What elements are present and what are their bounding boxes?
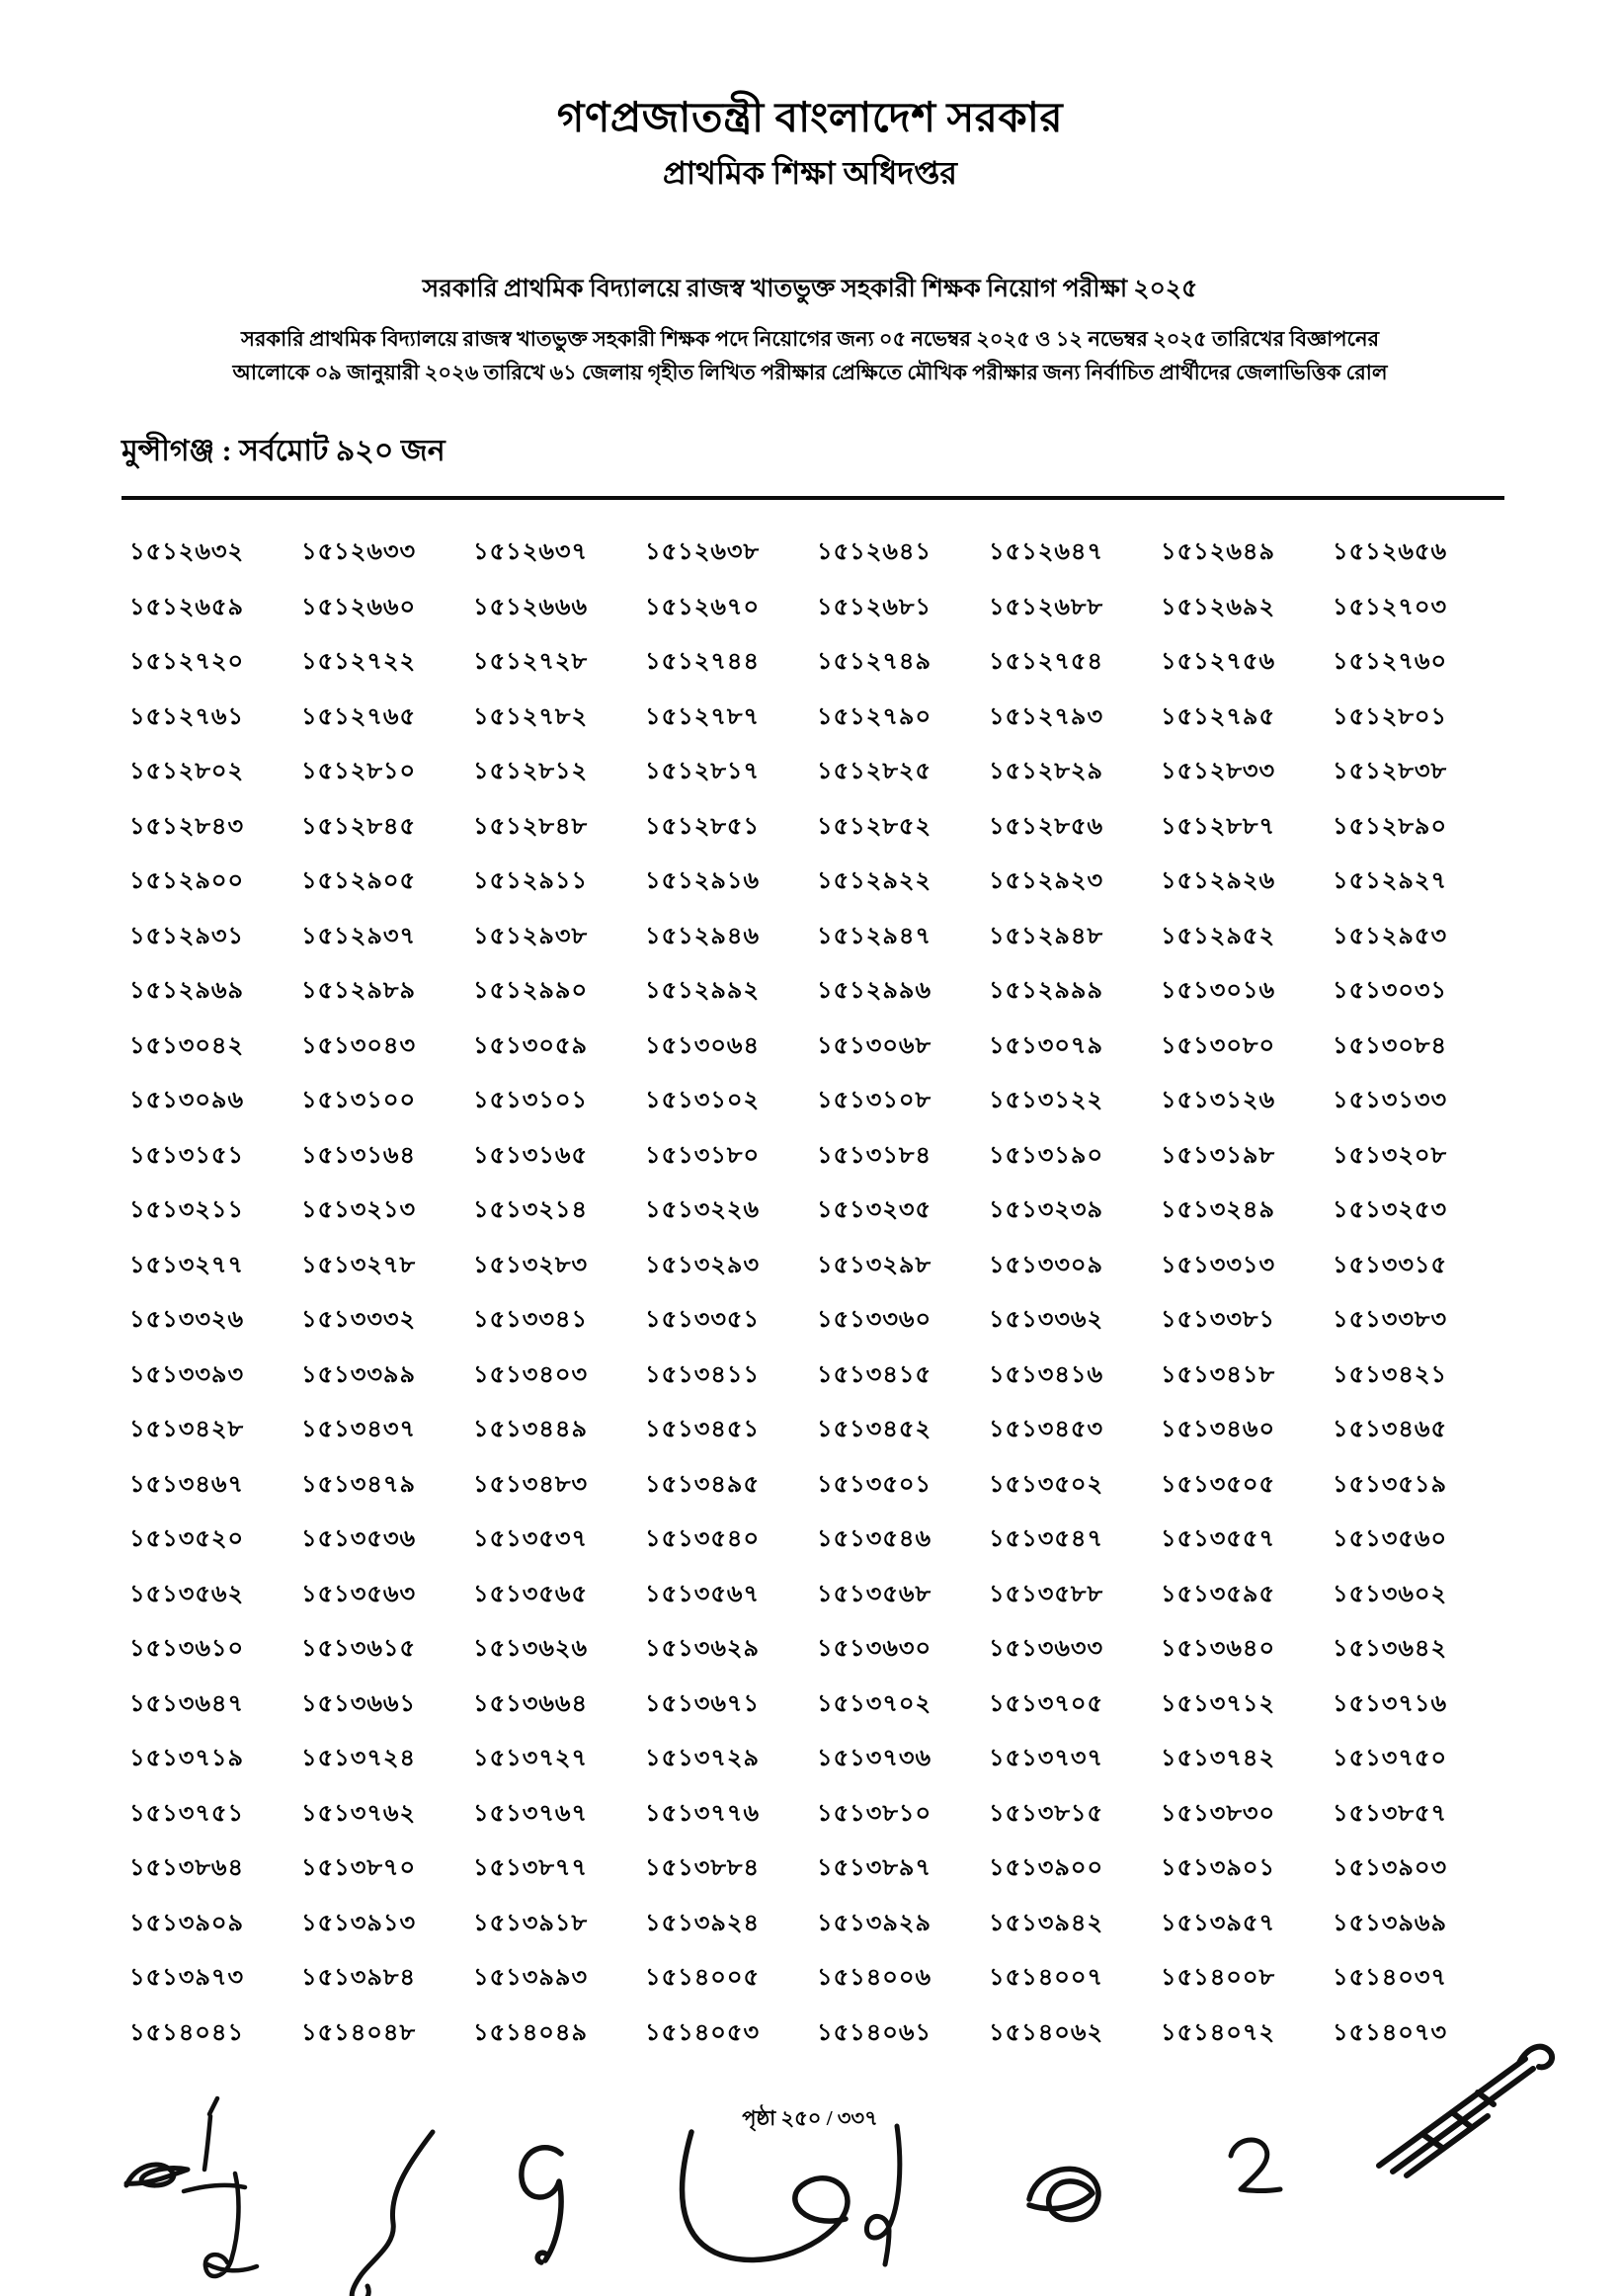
roll-number: ১৫১৩৮৮৪ xyxy=(645,1855,761,1881)
roll-number: ১৫১২৯৪৮ xyxy=(989,923,1104,949)
roll-number: ১৫১৩১০২ xyxy=(645,1088,761,1113)
roll-number: ১৫১৩৭৭৬ xyxy=(645,1800,761,1827)
roll-number: ১৫১২৮২৫ xyxy=(817,759,932,784)
roll-number: ১৫১৩৭১৯ xyxy=(129,1746,245,1771)
roll-number: ১৫১২৭৬১ xyxy=(129,703,245,730)
roll-number: ১৫১২৯২২ xyxy=(817,868,932,894)
roll-number: ১৫১৩৪৫২ xyxy=(817,1417,932,1442)
roll-number: ১৫১৪০৪৮ xyxy=(301,2019,417,2046)
roll-number: ১৫১২৮০১ xyxy=(1333,703,1448,730)
roll-number: ১৫১৩৪১৮ xyxy=(1161,1361,1276,1388)
roll-number: ১৫১৩৭২৪ xyxy=(301,1746,417,1771)
roll-number: ১৫১২৮৫২ xyxy=(817,813,932,840)
roll-number: ১৫১২৯৩১ xyxy=(129,923,245,949)
roll-number: ১৫১৪০৩৭ xyxy=(1333,1965,1448,1991)
signature-scribble-5 xyxy=(683,2132,848,2260)
roll-number: ১৫১৩১৯৮ xyxy=(1161,1142,1276,1169)
roll-number: ১৫১৩৯০০ xyxy=(989,1855,1104,1881)
roll-number: ১৫১২৯৫২ xyxy=(1161,923,1276,949)
roll-number: ১৫১৩৪১৬ xyxy=(989,1361,1104,1388)
signature-scribble-8 xyxy=(1231,2140,1280,2191)
roll-number: ১৫১২৮৩৩ xyxy=(1161,759,1276,784)
roll-number: ১৫১২৭২২ xyxy=(301,649,417,675)
roll-number: ১৫১২৮৪৮ xyxy=(473,813,589,840)
roll-number: ১৫১৩৭০৫ xyxy=(989,1690,1104,1717)
roll-number: ১৫১৩৭৫১ xyxy=(129,1800,245,1827)
roll-number: ১৫১৩৩১৩ xyxy=(1161,1252,1276,1278)
roll-number: ১৫১২৬৬৬ xyxy=(473,594,589,620)
roll-number: ১৫১৩৬২৯ xyxy=(645,1636,761,1662)
roll-number: ১৫১২৮৫৬ xyxy=(989,813,1104,840)
roll-number: ১৫১৩৬৬৪ xyxy=(473,1690,589,1717)
roll-number: ১৫১২৯৯৬ xyxy=(817,978,932,1004)
signature-scribble-6 xyxy=(866,2126,899,2264)
roll-number: ১৫১৩৩৯৯ xyxy=(301,1361,417,1388)
roll-number: ১৫১৩৫০১ xyxy=(817,1471,932,1498)
roll-number: ১৫১২৯১১ xyxy=(473,868,589,894)
roll-number: ১৫১৩৬৪০ xyxy=(1161,1636,1276,1662)
roll-number: ১৫১৪০৪১ xyxy=(129,2019,245,2046)
roll-number: ১৫১৩৬১০ xyxy=(129,1636,245,1662)
roll-number: ১৫১৩৪৪৯ xyxy=(473,1417,589,1442)
roll-number: ১৫১২৮৫১ xyxy=(645,813,761,840)
roll-number: ১৫১৩২৪৯ xyxy=(1161,1197,1276,1223)
roll-number: ১৫১৩৯৬৯ xyxy=(1333,1910,1448,1936)
roll-number: ১৫১২৯২৭ xyxy=(1333,868,1448,894)
roll-number: ১৫১৩৭৩৭ xyxy=(989,1746,1104,1771)
roll-number: ১৫১৩৯০৯ xyxy=(129,1910,245,1936)
roll-number: ১৫১৩৪১১ xyxy=(645,1361,761,1388)
roll-number: ১৫১৩৯৫৭ xyxy=(1161,1910,1276,1936)
roll-number: ১৫১৩৫৪৬ xyxy=(817,1526,932,1552)
roll-number: ১৫১৩৬১৫ xyxy=(301,1636,417,1662)
roll-number: ১৫১৩১৬৪ xyxy=(301,1142,417,1169)
roll-number: ১৫১৩৬৩০ xyxy=(817,1636,932,1662)
roll-number: ১৫১২৬৪১ xyxy=(817,539,932,565)
roll-number: ১৫১৩৭৬৭ xyxy=(473,1800,589,1827)
roll-number: ১৫১৩০৪৩ xyxy=(301,1032,417,1059)
signature-scribble-9 xyxy=(1379,2047,1552,2175)
roll-number: ১৫১৩৩০৯ xyxy=(989,1252,1104,1278)
roll-number: ১৫১৩৯৮৪ xyxy=(301,1965,417,1991)
roll-number: ১৫১৩৪৩৭ xyxy=(301,1417,417,1442)
roll-number: ১৫১৩০৬৮ xyxy=(817,1032,932,1059)
roll-number: ১৫১৩৮৫৭ xyxy=(1333,1800,1448,1827)
roll-number: ১৫১৩২৩৫ xyxy=(817,1197,932,1223)
roll-number: ১৫১৩২২৬ xyxy=(645,1197,761,1223)
roll-number: ১৫১৩৫৩৬ xyxy=(301,1526,417,1552)
roll-number: ১৫১৩২১৪ xyxy=(473,1197,589,1223)
roll-number: ১৫১৩৫৪০ xyxy=(645,1526,761,1552)
roll-number: ১৫১৩২৮৩ xyxy=(473,1252,589,1278)
district-section-header: মুন্সীগঞ্জ : সর্বমোট ৯২০ জন xyxy=(122,435,446,467)
roll-number: ১৫১৩২০৮ xyxy=(1333,1142,1448,1169)
roll-number: ১৫১৪০০৭ xyxy=(989,1965,1104,1991)
roll-number: ১৫১৩৭২৭ xyxy=(473,1746,589,1771)
roll-number: ১৫১৩৪১৫ xyxy=(817,1361,932,1388)
roll-number: ১৫১২৯৯২ xyxy=(645,978,761,1004)
roll-number: ১৫১৩৬২৬ xyxy=(473,1636,589,1662)
roll-number: ১৫১৩৫৬৮ xyxy=(817,1581,932,1607)
department-title: প্রাথমিক শিক্ষা অধিদপ্তর xyxy=(662,155,957,191)
roll-number: ১৫১২৮৪৫ xyxy=(301,813,417,840)
roll-number: ১৫১৩১৬৫ xyxy=(473,1142,589,1169)
roll-number: ১৫১৩১০০ xyxy=(301,1088,417,1113)
roll-number: ১৫১৩৫৪৭ xyxy=(989,1526,1104,1552)
roll-number: ১৫১২৮৩৮ xyxy=(1333,759,1448,784)
roll-number: ১৫১৩৩৪১ xyxy=(473,1307,589,1333)
roll-number: ১৫১২৯১৬ xyxy=(645,868,761,894)
roll-number: ১৫১২৯৪৬ xyxy=(645,923,761,949)
roll-number: ১৫১২৭০৩ xyxy=(1333,594,1448,620)
roll-number: ১৫১২৭৫৪ xyxy=(989,649,1104,675)
roll-number: ১৫১৩৯৪২ xyxy=(989,1910,1104,1936)
section-divider-rule xyxy=(122,496,1504,500)
roll-number: ১৫১২৬৩৮ xyxy=(645,539,761,565)
roll-number: ১৫১৩৪৮৩ xyxy=(473,1471,589,1498)
roll-number: ১৫১৩৬৬১ xyxy=(301,1690,417,1717)
roll-number: ১৫১৩১৫১ xyxy=(129,1142,245,1169)
roll-number: ১৫১৩২১৩ xyxy=(301,1197,417,1223)
roll-number: ১৫১৩৪৭৯ xyxy=(301,1471,417,1498)
roll-number: ১৫১৩৪৬০ xyxy=(1161,1417,1276,1442)
roll-number: ১৫১৩৩৮৩ xyxy=(1333,1307,1448,1333)
roll-number: ১৫১২৯০০ xyxy=(129,868,245,894)
roll-number: ১৫১৩৭৫০ xyxy=(1333,1746,1448,1771)
roll-number: ১৫১২৯৪৭ xyxy=(817,923,932,949)
signature-scribble-3 xyxy=(352,2132,433,2296)
roll-number: ১৫১৩০৯৬ xyxy=(129,1088,245,1113)
roll-number: ১৫১৩৮১০ xyxy=(817,1800,932,1827)
roll-number: ১৫১৩৩৯৩ xyxy=(129,1361,245,1388)
roll-number: ১৫১৩৫৬৫ xyxy=(473,1581,589,1607)
notice-line-1: সরকারি প্রাথমিক বিদ্যালয়ে রাজস্ব খাতভুক্ত সহকারী শিক্ষক পদে নিয়োগের জন্য ০৫ নভেম্বর ২০২৫ ও ১২ নভেম্বর ২০২৫ তারিখের বিজ্ঞাপনের xyxy=(240,327,1380,351)
roll-number: ১৫১৩৮৭০ xyxy=(301,1855,417,1881)
roll-number: ১৫১২৮৮৭ xyxy=(1161,813,1276,840)
roll-number: ১৫১২৮২৯ xyxy=(989,759,1104,784)
roll-number: ১৫১৩৪৯৫ xyxy=(645,1471,761,1498)
roll-number: ১৫১২৮৯০ xyxy=(1333,813,1448,840)
roll-number: ১৫১২৯২৩ xyxy=(989,868,1104,894)
roll-number: ১৫১২৬৯২ xyxy=(1161,594,1276,620)
signature-scribble-7 xyxy=(1029,2169,1098,2219)
roll-number: ১৫১৩১৩৩ xyxy=(1333,1088,1448,1113)
roll-number: ১৫১২৭৬০ xyxy=(1333,649,1448,675)
roll-number: ১৫১৪০৭২ xyxy=(1161,2019,1276,2046)
roll-number: ১৫১৩৩৫১ xyxy=(645,1307,761,1333)
roll-number: ১৫১৪০৭৩ xyxy=(1333,2019,1448,2046)
roll-number: ১৫১৩৯০১ xyxy=(1161,1855,1276,1881)
roll-number: ১৫১৪০০৮ xyxy=(1161,1965,1276,1991)
signature-scribble-1 xyxy=(126,2165,188,2185)
roll-number: ১৫১৩৯৭৩ xyxy=(129,1965,245,1991)
roll-number: ১৫১৩৪২৮ xyxy=(129,1417,245,1442)
roll-number: ১৫১৩২৭৮ xyxy=(301,1252,417,1278)
roll-number: ১৫১২৬৪৯ xyxy=(1161,539,1276,565)
roll-number: ১৫১৩৪৫৩ xyxy=(989,1417,1104,1442)
roll-number: ১৫১৪০৪৯ xyxy=(473,2019,589,2046)
roll-number: ১৫১৩৫৬২ xyxy=(129,1581,245,1607)
roll-number: ১৫১৩২৫৩ xyxy=(1333,1197,1448,1223)
roll-number: ১৫১২৬৬০ xyxy=(301,594,417,620)
roll-number: ১৫১২৮০২ xyxy=(129,759,245,784)
roll-number: ১৫১৩৭৪২ xyxy=(1161,1746,1276,1771)
roll-number: ১৫১৩৩২৬ xyxy=(129,1307,245,1333)
roll-number: ১৫১২৯৮৯ xyxy=(301,978,417,1004)
roll-number: ১৫১৩৬৪২ xyxy=(1333,1636,1448,1662)
roll-number: ১৫১৩০১৬ xyxy=(1161,978,1276,1004)
roll-number: ১৫১৪০৬১ xyxy=(817,2019,932,2046)
roll-number: ১৫১৩৭০২ xyxy=(817,1690,932,1717)
roll-number: ১৫১৩৪৫১ xyxy=(645,1417,761,1442)
roll-number: ১৫১৩০৪২ xyxy=(129,1032,245,1059)
roll-number: ১৫১২৬৪৭ xyxy=(989,539,1104,565)
roll-number: ১৫১৩৯২৪ xyxy=(645,1910,761,1936)
roll-number: ১৫১২৯২৬ xyxy=(1161,868,1276,894)
roll-number: ১৫১২৭৮৭ xyxy=(645,703,761,730)
roll-number: ১৫১২৮১৭ xyxy=(645,759,761,784)
roll-number: ১৫১৩৬০২ xyxy=(1333,1581,1448,1607)
roll-number: ১৫১৩৩১৫ xyxy=(1333,1252,1448,1278)
roll-number: ১৫১৩০৭৯ xyxy=(989,1032,1104,1059)
roll-number: ১৫১২৭৬৫ xyxy=(301,703,417,730)
roll-number: ১৫১৩৩৮১ xyxy=(1161,1307,1276,1333)
roll-number: ১৫১৩৪৬৫ xyxy=(1333,1417,1448,1442)
roll-number: ১৫১৩৮৭৭ xyxy=(473,1855,589,1881)
roll-number: ১৫১২৬৫৯ xyxy=(129,594,245,620)
roll-number: ১৫১২৬৮১ xyxy=(817,594,932,620)
roll-number: ১৫১৩৫৬৭ xyxy=(645,1581,761,1607)
roll-number: ১৫১৩৮৯৭ xyxy=(817,1855,932,1881)
roll-number: ১৫১৩২৯৮ xyxy=(817,1252,932,1278)
roll-number: ১৫১৪০০৫ xyxy=(645,1965,761,1991)
roll-number: ১৫১৩১০১ xyxy=(473,1088,589,1113)
roll-number: ১৫১৩১২৬ xyxy=(1161,1088,1276,1113)
roll-number: ১৫১২৬৭০ xyxy=(645,594,761,620)
roll-number: ১৫১৩৭১২ xyxy=(1161,1690,1276,1717)
roll-number: ১৫১৩৭১৬ xyxy=(1333,1690,1448,1717)
roll-number: ১৫১৩৯০৩ xyxy=(1333,1855,1448,1881)
roll-number: ১৫১৩৯১৮ xyxy=(473,1910,589,1936)
roll-number: ১৫১২৭২৮ xyxy=(473,649,589,675)
roll-number: ১৫১৩১২২ xyxy=(989,1088,1104,1113)
roll-number: ১৫১২৬৮৮ xyxy=(989,594,1104,620)
roll-number: ১৫১৩৩৬২ xyxy=(989,1307,1104,1333)
roll-number: ১৫১২৯৬৯ xyxy=(129,978,245,1004)
roll-number: ১৫১৩৫৬৩ xyxy=(301,1581,417,1607)
roll-number: ১৫১৩৩৬০ xyxy=(817,1307,932,1333)
roll-number: ১৫১৩৩৩২ xyxy=(301,1307,417,1333)
roll-number: ১৫১৩৫৬০ xyxy=(1333,1526,1448,1552)
roll-grid xyxy=(129,533,1504,2069)
roll-number: ১৫১২৬৩৩ xyxy=(301,539,417,565)
roll-number: ১৫১২৭৮২ xyxy=(473,703,589,730)
roll-number: ১৫১৩৭২৯ xyxy=(645,1746,761,1771)
roll-number: ১৫১৩১৯০ xyxy=(989,1142,1104,1169)
roll-number: ১৫১২৭৫৬ xyxy=(1161,649,1276,675)
roll-number: ১৫১২৭৯৩ xyxy=(989,703,1104,730)
roll-number: ১৫১৩৫১৯ xyxy=(1333,1471,1448,1498)
roll-number: ১৫১৩৫৮৮ xyxy=(989,1581,1104,1607)
roll-number: ১৫১৩০৬৪ xyxy=(645,1032,761,1059)
roll-number: ১৫১৪০০৬ xyxy=(817,1965,932,1991)
signature-scribble-4 xyxy=(522,2148,561,2262)
roll-number: ১৫১৩৭৩৬ xyxy=(817,1746,932,1771)
roll-number: ১৫১২৭২০ xyxy=(129,649,245,675)
roll-number: ১৫১২৯৫৩ xyxy=(1333,923,1448,949)
roll-number: ১৫১২৭৪৪ xyxy=(645,649,761,675)
roll-number: ১৫১৪০৫৩ xyxy=(645,2019,761,2046)
notice-paragraph xyxy=(0,322,1620,389)
roll-number: ১৫১৩৯১৩ xyxy=(301,1910,417,1936)
roll-number: ১৫১৩৫৯৫ xyxy=(1161,1581,1276,1607)
signature-scribble-2 xyxy=(184,2098,257,2276)
roll-number: ১৫১৩০৮৪ xyxy=(1333,1032,1448,1059)
roll-number: ১৫১২৬৫৬ xyxy=(1333,539,1448,565)
roll-number: ১৫১৩৫০২ xyxy=(989,1471,1104,1498)
roll-number: ১৫১৪০৬২ xyxy=(989,2019,1104,2046)
roll-number: ১৫১৩৮৩০ xyxy=(1161,1800,1276,1827)
roll-number: ১৫১৩০৩১ xyxy=(1333,978,1448,1004)
roll-number: ১৫১৩৬৪৭ xyxy=(129,1690,245,1717)
roll-number: ১৫১২৬৩২ xyxy=(129,539,245,565)
notice-line-2: আলোকে ০৯ জানুয়ারী ২০২৬ তারিখে ৬১ জেলায় গৃহীত লিখিত পরীক্ষার প্রেক্ষিতে মৌখিক পরীক্ষার জন্য নির্বাচিত প্রার্থীদের জেলাভিত্তিক রোল xyxy=(232,361,1388,384)
roll-number: ১৫১৩২৩৯ xyxy=(989,1197,1104,1223)
roll-number: ১৫১২৯৯০ xyxy=(473,978,589,1004)
roll-number: ১৫১৩১৮৪ xyxy=(817,1142,932,1169)
roll-number: ১৫১৩৪০৩ xyxy=(473,1361,589,1388)
roll-number: ১৫১৩৯২৯ xyxy=(817,1910,932,1936)
roll-number: ১৫১৩৫৫৭ xyxy=(1161,1526,1276,1552)
roll-number: ১৫১২৬৩৭ xyxy=(473,539,589,565)
roll-number: ১৫১২৯৩৭ xyxy=(301,923,417,949)
roll-number: ১৫১২৯৩৮ xyxy=(473,923,589,949)
roll-number: ১৫১২৯৯৯ xyxy=(989,978,1104,1004)
roll-number: ১৫১২৮৪৩ xyxy=(129,813,245,840)
roll-number: ১৫১৩৫২০ xyxy=(129,1526,245,1552)
roll-number: ১৫১২৭৯৫ xyxy=(1161,703,1276,730)
signature-layer xyxy=(0,2015,1620,2296)
roll-number: ১৫১২৭৪৯ xyxy=(817,649,932,675)
roll-number: ১৫১২৯০৫ xyxy=(301,868,417,894)
roll-number: ১৫১৩৮১৫ xyxy=(989,1800,1104,1827)
roll-number: ১৫১৩১৮০ xyxy=(645,1142,761,1169)
roll-number: ১৫১২৭৯০ xyxy=(817,703,932,730)
roll-number: ১৫১২৮১২ xyxy=(473,759,589,784)
roll-number: ১৫১৩২৯৩ xyxy=(645,1252,761,1278)
roll-number: ১৫১৩১০৮ xyxy=(817,1088,932,1113)
roll-number: ১৫১৩০৫৯ xyxy=(473,1032,589,1059)
roll-number: ১৫১৩৬৩৩ xyxy=(989,1636,1104,1662)
exam-title: সরকারি প্রাথমিক বিদ্যালয়ে রাজস্ব খাতভুক্ত সহকারী শিক্ষক নিয়োগ পরীক্ষা ২০২৫ xyxy=(422,276,1198,302)
roll-number: ১৫১৩৫০৫ xyxy=(1161,1471,1276,1498)
government-title: গণপ্রজাতন্ত্রী বাংলাদেশ সরকার xyxy=(556,96,1064,141)
roll-number: ১৫১৩২৭৭ xyxy=(129,1252,245,1278)
page-number: পৃষ্ঠা ২৫০ / ৩৩৭ xyxy=(742,2106,878,2130)
roll-number: ১৫১২৮১০ xyxy=(301,759,417,784)
roll-number: ১৫১৩০৮০ xyxy=(1161,1032,1276,1059)
roll-number: ১৫১৩৪২১ xyxy=(1333,1361,1448,1388)
roll-number: ১৫১৩৮৬৪ xyxy=(129,1855,245,1881)
roll-number: ১৫১৩৯৯৩ xyxy=(473,1965,589,1991)
roll-number: ১৫১৩৭৬২ xyxy=(301,1800,417,1827)
roll-number: ১৫১৩৪৬৭ xyxy=(129,1471,245,1498)
roll-number: ১৫১৩৬৭১ xyxy=(645,1690,761,1717)
roll-number: ১৫১৩৫৩৭ xyxy=(473,1526,589,1552)
roll-number: ১৫১৩২১১ xyxy=(129,1197,245,1223)
